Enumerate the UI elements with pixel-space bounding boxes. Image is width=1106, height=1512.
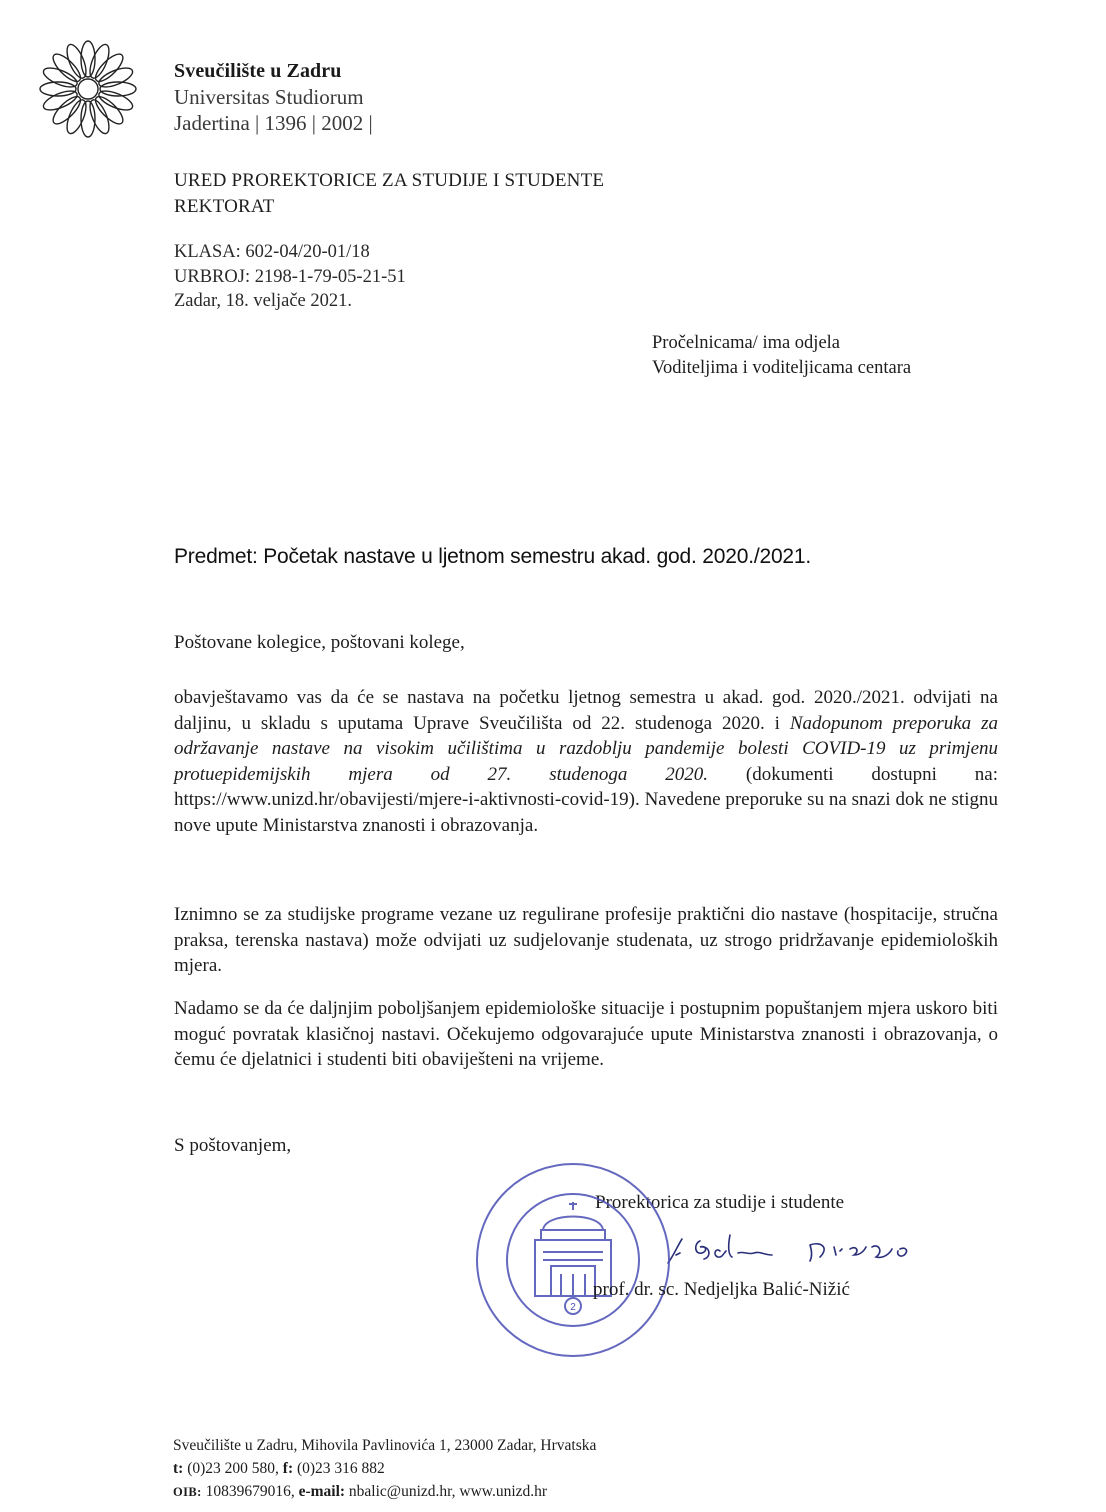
klasa-reference: KLASA: 602-04/20-01/18 xyxy=(174,242,370,262)
footer-email: nbalic@unizd.hr, xyxy=(348,1483,456,1500)
recipient-line-2: Voditeljima i voditeljicama centara xyxy=(652,358,912,378)
footer-fax: (0)23 316 882 xyxy=(296,1460,385,1477)
logo-petal xyxy=(96,87,135,114)
recipient-line-1: Pročelnicama/ ima odjela xyxy=(652,333,841,353)
rektorat-heading: REKTORAT xyxy=(174,196,275,217)
stamp-number: 2 xyxy=(570,1302,576,1313)
logo-petal xyxy=(86,42,113,81)
urbroj-reference: URBROJ: 2198-1-79-05-21-51 xyxy=(174,267,406,287)
body-paragraph-1 xyxy=(174,685,998,838)
footer-website: www.unizd.hr xyxy=(459,1483,548,1500)
footer-oib-label: OIB: xyxy=(173,1485,202,1499)
footer-address: Sveučilište u Zadru, Mihovila Pavlinovića 1, 23000 Zadar, Hrvatska xyxy=(173,1437,597,1454)
place-and-date: Zadar, 18. veljače 2021. xyxy=(174,291,353,311)
logo-petal xyxy=(96,64,135,91)
logo-petal xyxy=(41,87,80,114)
office-heading: URED PROREKTORICE ZA STUDIJE I STUDENTE xyxy=(174,170,605,191)
signer-name: prof. dr. sc. Nedjeljka Balić-Nižić xyxy=(593,1279,850,1300)
signer-title: Prorektorica za studije i studente xyxy=(595,1192,845,1213)
logo-petal xyxy=(63,42,90,81)
closing-salutation: S poštovanjem, xyxy=(174,1135,292,1156)
footer-oib: 10839679016, xyxy=(205,1483,295,1500)
footer-oib-email-web xyxy=(173,1483,547,1501)
subject-line: Predmet: Početak nastave u ljetnom semestru akad. god. 2020./2021. xyxy=(174,545,812,568)
university-name: Sveučilište u Zadru xyxy=(174,60,342,82)
footer-phone: (0)23 200 580, xyxy=(187,1460,279,1477)
body-paragraph-1-text-a: obavještavamo vas da će se nastava na početku ljetnog semestra u akad. god. 2020./2021. odvijati na daljinu, u skladu s uputama Uprave Sveučilišta od 22. studenoga 2020. i xyxy=(174,687,998,734)
footer-email-label: e-mail: xyxy=(298,1483,346,1500)
body-paragraph-3: Nadamo se da će daljnjim poboljšanjem epidemiološke situacije i postupnim popuštanjem mjera uskoro biti moguć povratak klasičnoj nastavi. Očekujemo odgovarajuće upute Ministarstva znanosti i obrazovanja, o čemu će djelatnici i studenti biti obaviješteni na vrijeme. xyxy=(174,998,998,1070)
greeting: Poštovane kolegice, poštovani kolege, xyxy=(174,632,465,653)
university-latin-name: Universitas Studiorum xyxy=(174,85,364,109)
body-paragraph-1-italic-reference: Nadopunom preporuka za održavanje nastave na visokim učilištima u razdoblju pandemije bolesti COVID-19 uz primjenu protuepidemijskih mjera od 27. studenoga 2020. xyxy=(174,712,998,785)
footer-phone-label: t: xyxy=(173,1460,184,1477)
logo-petal xyxy=(41,64,80,91)
footer-fax-label: f: xyxy=(282,1460,294,1477)
logo-petal xyxy=(63,97,90,136)
footer-phone-fax xyxy=(173,1460,385,1478)
university-logo-icon xyxy=(33,34,143,144)
university-latin-years: Jadertina | 1396 | 2002 | xyxy=(174,111,373,135)
logo-petal xyxy=(86,97,113,136)
body-paragraph-2: Iznimno se za studijske programe vezane uz regulirane profesije praktični dio nastave (hospitacije, stručna praksa, terenska nastava) može odvijati uz sudjelovanje studenata, uz strogo pridržavanje epidemioloških mjera. xyxy=(174,904,998,976)
handwritten-signature-icon xyxy=(660,1225,940,1273)
body-paragraph-1-text-b: (dokumenti dostupni na: https://www.unizd.hr/obavijesti/mjere-i-aktivnosti-covid-19). Navedene preporuke su na snazi dok ne stignu nove upute Ministarstva znanosti i obrazovanja. xyxy=(174,763,998,836)
official-stamp-icon xyxy=(473,1160,673,1360)
